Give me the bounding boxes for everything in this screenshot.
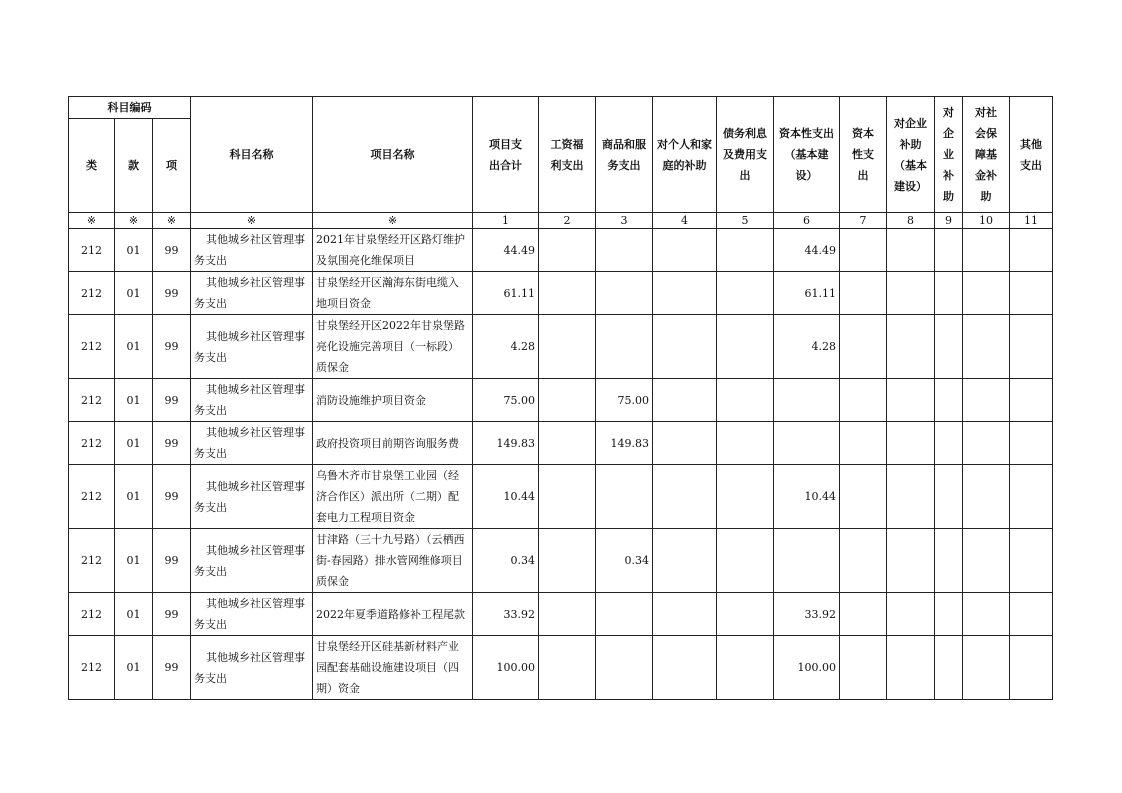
personal-cell xyxy=(653,465,717,529)
capital-basic-cell: 33.92 xyxy=(774,593,840,636)
goods-cell xyxy=(596,465,653,529)
table-body xyxy=(69,213,1053,700)
column-code-cell: 5 xyxy=(717,213,774,229)
subject-name-header: 科目名称 xyxy=(191,97,313,213)
other-cell xyxy=(1010,465,1053,529)
capital-cell xyxy=(840,636,887,700)
salary-header: 工资福利支出 xyxy=(539,97,596,213)
enterprise-basic-cell xyxy=(887,529,935,593)
other-cell xyxy=(1010,593,1053,636)
enterprise-cell xyxy=(935,272,963,315)
column-code-row xyxy=(69,213,1053,229)
column-code-cell: 10 xyxy=(963,213,1010,229)
debt-cell xyxy=(717,636,774,700)
debt-cell xyxy=(717,593,774,636)
capital-basic-cell: 4.28 xyxy=(774,315,840,379)
xiang-cell: 99 xyxy=(153,379,191,422)
capital-cell xyxy=(840,593,887,636)
goods-cell xyxy=(596,636,653,700)
enterprise-basic-cell xyxy=(887,315,935,379)
lei-cell: 212 xyxy=(69,636,115,700)
social-security-cell xyxy=(963,422,1010,465)
enterprise-cell xyxy=(935,422,963,465)
project-name-cell: 2021年甘泉堡经开区路灯维护及氛围亮化维保项目 xyxy=(313,229,473,272)
enterprise-cell xyxy=(935,593,963,636)
xiang-header: 项 xyxy=(153,119,191,213)
other-cell xyxy=(1010,636,1053,700)
personal-header: 对个人和家庭的补助 xyxy=(653,97,717,213)
capital-cell xyxy=(840,272,887,315)
enterprise-cell xyxy=(935,379,963,422)
column-code-cell: 2 xyxy=(539,213,596,229)
goods-cell xyxy=(596,229,653,272)
column-code-cell: 7 xyxy=(840,213,887,229)
enterprise-cell xyxy=(935,315,963,379)
social-security-cell xyxy=(963,529,1010,593)
column-code-cell: 8 xyxy=(887,213,935,229)
personal-cell xyxy=(653,379,717,422)
kuan-cell: 01 xyxy=(115,636,153,700)
salary-cell xyxy=(539,379,596,422)
subject-name-cell: 其他城乡社区管理事务支出 xyxy=(191,229,313,272)
lei-cell: 212 xyxy=(69,465,115,529)
xiang-cell: 99 xyxy=(153,315,191,379)
kuan-cell: 01 xyxy=(115,379,153,422)
other-cell xyxy=(1010,529,1053,593)
budget-table xyxy=(68,96,1053,700)
debt-cell xyxy=(717,422,774,465)
xiang-cell: 99 xyxy=(153,229,191,272)
total-cell: 44.49 xyxy=(473,229,539,272)
kuan-cell: 01 xyxy=(115,422,153,465)
personal-cell xyxy=(653,636,717,700)
project-name-cell: 消防设施维护项目资金 xyxy=(313,379,473,422)
subject-code-header: 科目编码 xyxy=(69,97,191,119)
project-name-cell: 甘泉堡经开区硅基新材料产业园配套基础设施建设项目（四期）资金 xyxy=(313,636,473,700)
salary-cell xyxy=(539,315,596,379)
column-code-cell: 6 xyxy=(774,213,840,229)
goods-cell: 149.83 xyxy=(596,422,653,465)
social-security-cell xyxy=(963,379,1010,422)
enterprise-header: 对企业补助 xyxy=(935,97,963,213)
column-code-cell: 4 xyxy=(653,213,717,229)
debt-cell xyxy=(717,272,774,315)
capital-basic-cell: 10.44 xyxy=(774,465,840,529)
column-code-cell: ※ xyxy=(313,213,473,229)
debt-cell xyxy=(717,315,774,379)
total-cell: 149.83 xyxy=(473,422,539,465)
goods-cell: 75.00 xyxy=(596,379,653,422)
xiang-cell: 99 xyxy=(153,465,191,529)
lei-cell: 212 xyxy=(69,229,115,272)
salary-cell xyxy=(539,593,596,636)
column-code-cell: ※ xyxy=(115,213,153,229)
column-code-cell: ※ xyxy=(69,213,115,229)
xiang-cell: 99 xyxy=(153,593,191,636)
debt-cell xyxy=(717,529,774,593)
table-row xyxy=(69,229,1053,272)
other-cell xyxy=(1010,229,1053,272)
social-security-cell xyxy=(963,272,1010,315)
social-security-header: 对社会保障基金补助 xyxy=(963,97,1010,213)
subject-name-cell: 其他城乡社区管理事务支出 xyxy=(191,465,313,529)
table-row xyxy=(69,465,1053,529)
enterprise-basic-cell xyxy=(887,379,935,422)
capital-cell xyxy=(840,315,887,379)
total-cell: 75.00 xyxy=(473,379,539,422)
capital-basic-cell: 61.11 xyxy=(774,272,840,315)
social-security-cell xyxy=(963,465,1010,529)
total-cell: 0.34 xyxy=(473,529,539,593)
project-name-cell: 2022年夏季道路修补工程尾款 xyxy=(313,593,473,636)
debt-cell xyxy=(717,465,774,529)
lei-cell: 212 xyxy=(69,379,115,422)
capital-basic-cell: 44.49 xyxy=(774,229,840,272)
salary-cell xyxy=(539,272,596,315)
table-row xyxy=(69,593,1053,636)
lei-cell: 212 xyxy=(69,272,115,315)
subject-name-cell: 其他城乡社区管理事务支出 xyxy=(191,272,313,315)
table-row xyxy=(69,315,1053,379)
goods-cell xyxy=(596,272,653,315)
table-row xyxy=(69,272,1053,315)
capital-cell xyxy=(840,229,887,272)
goods-cell xyxy=(596,593,653,636)
capital-cell xyxy=(840,422,887,465)
kuan-cell: 01 xyxy=(115,593,153,636)
lei-cell: 212 xyxy=(69,315,115,379)
project-name-cell: 政府投资项目前期咨询服务费 xyxy=(313,422,473,465)
salary-cell xyxy=(539,465,596,529)
xiang-cell: 99 xyxy=(153,422,191,465)
capital-basic-cell xyxy=(774,529,840,593)
project-name-cell: 甘泉堡经开区2022年甘泉堡路亮化设施完善项目（一标段）质保金 xyxy=(313,315,473,379)
lei-header: 类 xyxy=(69,119,115,213)
column-code-cell: 9 xyxy=(935,213,963,229)
capital-header: 资本性支出 xyxy=(840,97,887,213)
enterprise-basic-cell xyxy=(887,422,935,465)
xiang-cell: 99 xyxy=(153,529,191,593)
capital-cell xyxy=(840,379,887,422)
subject-name-cell: 其他城乡社区管理事务支出 xyxy=(191,593,313,636)
table-row xyxy=(69,379,1053,422)
personal-cell xyxy=(653,272,717,315)
table-row xyxy=(69,422,1053,465)
total-cell: 4.28 xyxy=(473,315,539,379)
total-cell: 100.00 xyxy=(473,636,539,700)
capital-basic-cell xyxy=(774,422,840,465)
capital-basic-cell: 100.00 xyxy=(774,636,840,700)
column-code-cell: 3 xyxy=(596,213,653,229)
social-security-cell xyxy=(963,229,1010,272)
subject-name-cell: 其他城乡社区管理事务支出 xyxy=(191,529,313,593)
column-code-cell: ※ xyxy=(191,213,313,229)
personal-cell xyxy=(653,229,717,272)
subject-name-cell: 其他城乡社区管理事务支出 xyxy=(191,422,313,465)
total-cell: 61.11 xyxy=(473,272,539,315)
other-header: 其他支出 xyxy=(1010,97,1053,213)
lei-cell: 212 xyxy=(69,529,115,593)
social-security-cell xyxy=(963,636,1010,700)
enterprise-basic-cell xyxy=(887,593,935,636)
project-name-cell: 甘津路（三十九号路）（云栖西街-春园路）排水管网维修项目质保金 xyxy=(313,529,473,593)
enterprise-cell xyxy=(935,465,963,529)
column-code-cell: 11 xyxy=(1010,213,1053,229)
capital-cell xyxy=(840,529,887,593)
xiang-cell: 99 xyxy=(153,636,191,700)
enterprise-basic-cell xyxy=(887,636,935,700)
total-header: 项目支出合计 xyxy=(473,97,539,213)
salary-cell xyxy=(539,422,596,465)
debt-header: 债务利息及费用支出 xyxy=(717,97,774,213)
kuan-cell: 01 xyxy=(115,465,153,529)
other-cell xyxy=(1010,422,1053,465)
goods-cell: 0.34 xyxy=(596,529,653,593)
salary-cell xyxy=(539,636,596,700)
other-cell xyxy=(1010,315,1053,379)
social-security-cell xyxy=(963,593,1010,636)
enterprise-cell xyxy=(935,229,963,272)
social-security-cell xyxy=(963,315,1010,379)
column-code-cell: 1 xyxy=(473,213,539,229)
enterprise-cell xyxy=(935,636,963,700)
personal-cell xyxy=(653,315,717,379)
table-row xyxy=(69,636,1053,700)
table-row xyxy=(69,529,1053,593)
capital-cell xyxy=(840,465,887,529)
personal-cell xyxy=(653,593,717,636)
goods-header: 商品和服务支出 xyxy=(596,97,653,213)
kuan-cell: 01 xyxy=(115,529,153,593)
project-name-cell: 甘泉堡经开区瀚海东街电缆入地项目资金 xyxy=(313,272,473,315)
capital-basic-header: 资本性支出（基本建设） xyxy=(774,97,840,213)
total-cell: 33.92 xyxy=(473,593,539,636)
kuan-cell: 01 xyxy=(115,272,153,315)
enterprise-basic-cell xyxy=(887,465,935,529)
other-cell xyxy=(1010,272,1053,315)
column-code-cell: ※ xyxy=(153,213,191,229)
other-cell xyxy=(1010,379,1053,422)
total-cell: 10.44 xyxy=(473,465,539,529)
kuan-cell: 01 xyxy=(115,229,153,272)
lei-cell: 212 xyxy=(69,422,115,465)
subject-name-cell: 其他城乡社区管理事务支出 xyxy=(191,636,313,700)
xiang-cell: 99 xyxy=(153,272,191,315)
enterprise-basic-cell xyxy=(887,229,935,272)
debt-cell xyxy=(717,379,774,422)
debt-cell xyxy=(717,229,774,272)
capital-basic-cell xyxy=(774,379,840,422)
enterprise-cell xyxy=(935,529,963,593)
personal-cell xyxy=(653,422,717,465)
enterprise-basic-header: 对企业补助（基本建设） xyxy=(887,97,935,213)
project-name-header: 项目名称 xyxy=(313,97,473,213)
salary-cell xyxy=(539,529,596,593)
subject-name-cell: 其他城乡社区管理事务支出 xyxy=(191,315,313,379)
enterprise-basic-cell xyxy=(887,272,935,315)
kuan-header: 款 xyxy=(115,119,153,213)
goods-cell xyxy=(596,315,653,379)
subject-name-cell: 其他城乡社区管理事务支出 xyxy=(191,379,313,422)
personal-cell xyxy=(653,529,717,593)
salary-cell xyxy=(539,229,596,272)
lei-cell: 212 xyxy=(69,593,115,636)
kuan-cell: 01 xyxy=(115,315,153,379)
project-name-cell: 乌鲁木齐市甘泉堡工业园（经济合作区）派出所（二期）配套电力工程项目资金 xyxy=(313,465,473,529)
